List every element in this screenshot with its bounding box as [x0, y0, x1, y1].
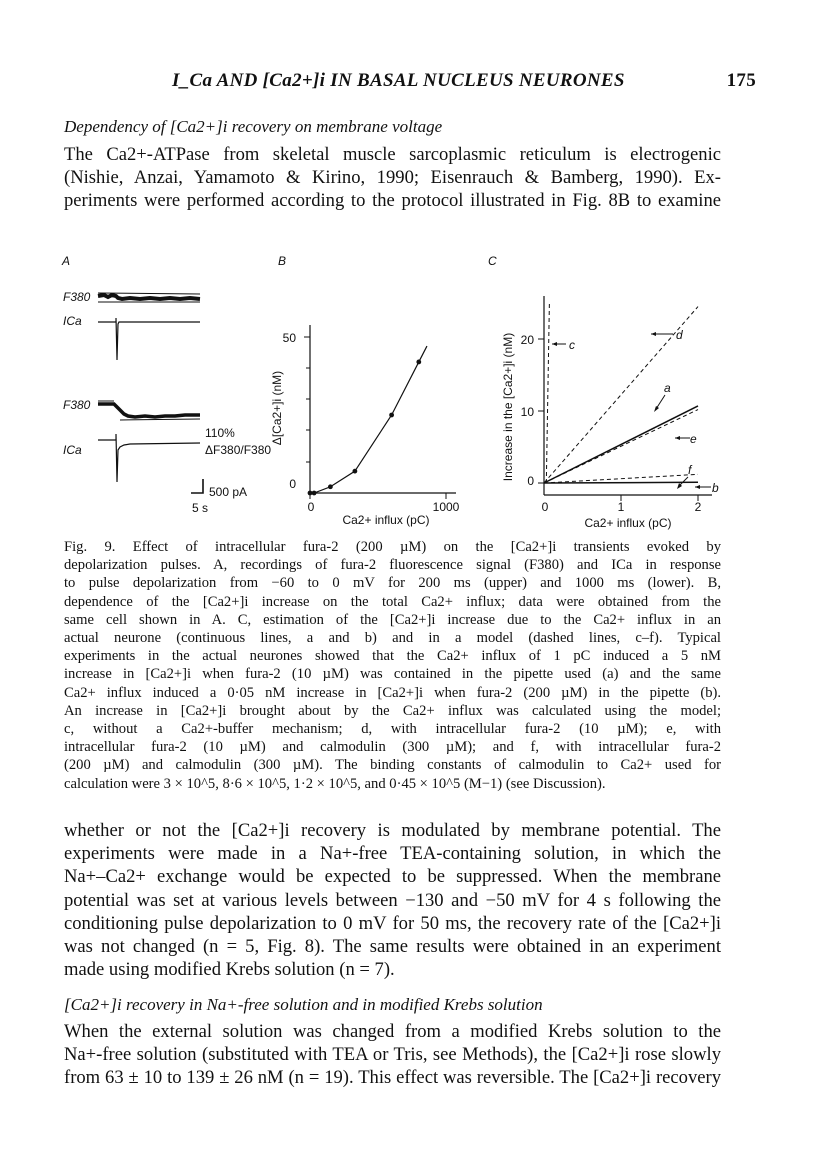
trace-label-f380-lower: F380 [63, 398, 91, 412]
curve-a [544, 406, 698, 483]
text-line: was not changed (n = 5, Fig. 8). The same results were obtained in an experiment [64, 936, 721, 958]
scale-ratio-label: ΔF380/F380 [205, 443, 272, 457]
running-head [64, 70, 756, 94]
curve-label-e: e [690, 432, 697, 446]
text-line: whether or not the [Ca2+]i recovery is modulated by membrane potential. The [64, 820, 721, 841]
text-line: (Nishie, Anzai, Yamamoto & Kirino, 1990; Eisenrauch & Bamberg, 1990). Ex- [64, 167, 721, 189]
caption-line: to pulse depolarization from −60 to 0 mV for 200 ms (upper) and 1000 ms (lower). B, [64, 575, 721, 592]
curve-label-f: f [688, 463, 692, 477]
chart-c-xtick-label-1: 1 [617, 500, 625, 514]
trace-label-ica-upper: ICa [63, 314, 82, 328]
scale-fluor-label: 110% [205, 426, 235, 440]
trace-label-f380-upper: F380 [63, 290, 91, 304]
label-arrowhead-b [695, 485, 700, 489]
chart-b-point [352, 469, 357, 474]
curve-label-d: d [676, 328, 683, 342]
caption-line: An increase in [Ca2+]i brought about by the Ca2+ influx was calculated using the model; [64, 702, 721, 719]
chart-c-xtick-label-0: 0 [541, 500, 549, 514]
curve-c [546, 303, 549, 483]
text-line: conditioning pulse depolarization to 0 mV for 50 ms, the recovery rate of the [Ca2+]i [64, 912, 721, 934]
curve-d [544, 307, 698, 483]
text-line: experiments were made in a Na+-free TEA-containing solution, in which the [64, 843, 721, 865]
section-heading-na-free: [Ca2+]i recovery in Na+-free solution and in modified Krebs solution [64, 995, 543, 1014]
chart-b-ylabel: Δ[Ca2+]i (nM) [270, 370, 284, 446]
scale-time-label: 5 s [192, 501, 209, 515]
chart-b-xtick-label-1000: 1000 [432, 500, 460, 514]
text-line: Na+–Ca2+ exchange would be expected to be suppressed. When the membrane [64, 866, 721, 888]
text-line: When the external solution was changed from a modified Krebs solution to the [64, 1021, 721, 1042]
panel-c-label: C [488, 254, 497, 268]
scale-current-label: 500 pA [209, 485, 248, 499]
chart-b-ytick-label-0: 0 [289, 477, 296, 491]
caption-line: increase in [Ca2+]i when fura-2 (10 µM) was contained in the pipette used (a) and the same [64, 666, 721, 683]
chart-c-marks [544, 303, 698, 483]
chart-b-marks [308, 346, 427, 495]
trace-f380-upper [98, 295, 200, 299]
chart-b-point [328, 484, 333, 489]
chart-c-xtick-label-2: 2 [694, 500, 702, 514]
paragraph-voltage-continued [64, 819, 721, 981]
chart-b-ytick-label-50: 50 [282, 331, 296, 345]
caption-line: Ca2+ influx induced a 0·05 nM increase in [Ca2+]i when fura-2 (200 µM) in the pipette (b). [64, 684, 721, 701]
text-line: made using modified Krebs solution (n = 7). [64, 959, 395, 981]
chart-b-point [416, 360, 421, 365]
curve-label-a: a [664, 381, 671, 395]
caption-line: c, without a Ca2+-buffer mechanism; d, with intracellular fura-2 (10 µM); e, with [64, 721, 721, 738]
trace-f380-lower [98, 404, 200, 417]
label-arrowhead-a [654, 406, 659, 412]
trace-ica-upper [98, 318, 200, 360]
caption-line: depolarization pulses. A, recordings of fura-2 fluorescence signal (F380) and ICa in response [64, 557, 721, 574]
caption-line: calculation were 3 × 10^5, 8·6 × 10^5, 1·2 × 10^5, and 0·45 × 10^5 (M−1) (see Discussion). [64, 775, 606, 792]
trace-label-ica-lower: ICa [63, 443, 82, 457]
chart-b-point [312, 491, 317, 496]
caption-line: intracellular fura-2 (10 µM) and calmodulin (300 µM); and f, with intracellular fura-2 [64, 739, 721, 756]
curve-label-c: c [569, 338, 575, 352]
caption-line: dependence of the [Ca2+]i increase on the total Ca2+ influx; data were obtained from the [64, 593, 721, 610]
chart-b-point [389, 413, 394, 418]
chart-c-ytick-label-20: 20 [520, 333, 534, 347]
chart-c-ytick-label-0: 0 [527, 474, 534, 488]
figure-9 [0, 250, 816, 530]
label-arrowhead-c [552, 342, 557, 346]
chart-c [501, 296, 719, 530]
caption-line: Fig. 9. Effect of intracellular fura-2 (200 µM) on the [Ca2+]i transients evoked by [64, 539, 721, 555]
section-heading-voltage: Dependency of [Ca2+]i recovery on membrane voltage [64, 117, 443, 136]
trace-ica-lower [98, 434, 200, 482]
label-arrowhead-d [651, 332, 656, 336]
panel-b-label: B [278, 254, 287, 268]
text-line: periments were performed according to the protocol illustrated in Fig. 8B to examine [64, 190, 721, 212]
chart-c-xlabel: Ca2+ influx (pC) [584, 516, 672, 530]
label-arrowhead-e [675, 436, 680, 440]
panel-a-label: A [62, 254, 71, 268]
caption-line: experiments in the actual neurones showed that the Ca2+ influx of 1 pC induced a 5 nM [64, 648, 721, 665]
chart-b-line [310, 346, 427, 493]
page-number: 175 [726, 70, 756, 91]
text-line: The Ca2+-ATPase from skeletal muscle sarcoplasmic reticulum is electrogenic [64, 144, 721, 165]
paragraph-na-free [64, 1020, 721, 1090]
curve-label-b: b [712, 481, 719, 495]
text-line: potential was set at various levels between −130 and −50 mV for 4 s following the [64, 889, 721, 911]
paragraph-intro [64, 143, 721, 213]
chart-b-xtick-label-0: 0 [307, 500, 315, 514]
curve-e [544, 410, 698, 483]
chart-c-ylabel: Increase in the [Ca2+]i (nM) [501, 332, 515, 482]
caption-line: same cell shown in A. C, estimation of the [Ca2+]i increase due to the Ca2+ influx in an [64, 611, 721, 628]
running-title: I_Ca AND [Ca2+]i IN BASAL NUCLEUS NEURONES [172, 70, 625, 91]
caption-line: (200 µM) and calmodulin (300 µM). The binding constants of calmodulin to Ca2+ used for [64, 757, 721, 774]
scale-bar [191, 479, 203, 493]
chart-b [270, 325, 460, 527]
figure-caption [64, 538, 721, 793]
chart-c-ytick-label-10: 10 [520, 405, 534, 419]
chart-b-xlabel: Ca2+ influx (pC) [342, 513, 430, 527]
text-line: from 63 ± 10 to 139 ± 26 nM (n = 19). This effect was reversible. The [Ca2+]i recovery [64, 1067, 721, 1089]
curve-b [544, 482, 698, 483]
text-line: Na+-free solution (substituted with TEA or Tris, see Methods), the [Ca2+]i rose slowly [64, 1044, 721, 1066]
caption-line: actual neurone (continuous lines, a and b) and in a model (dashed lines, c–f). Typical [64, 630, 721, 647]
